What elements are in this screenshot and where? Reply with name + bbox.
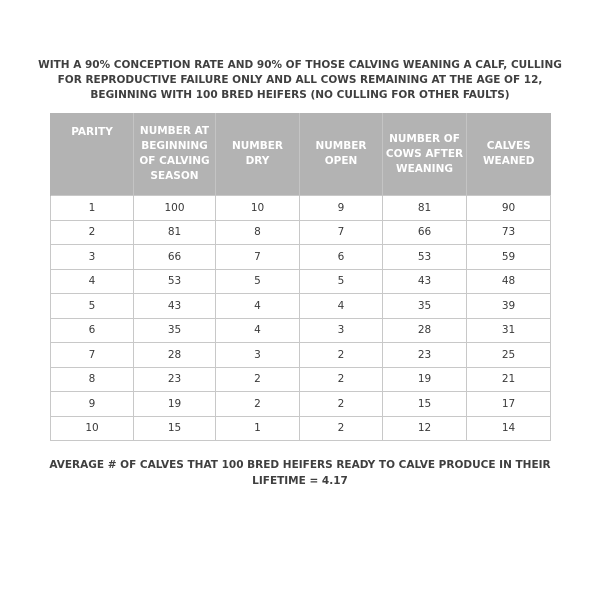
cell-calves-weaned: 17 xyxy=(467,392,551,417)
cell-calves-weaned: 48 xyxy=(467,269,551,294)
calving-table xyxy=(50,113,551,441)
cell-parity: 2 xyxy=(51,220,134,245)
cell-calves-weaned: 31 xyxy=(467,318,551,343)
cell-after-weaning: 43 xyxy=(383,269,467,294)
header-calves-weaned xyxy=(467,113,551,196)
lifetime-average-note xyxy=(30,457,570,489)
cell-after-weaning: 28 xyxy=(383,318,467,343)
cell-dry: 2 xyxy=(216,392,300,417)
cell-dry: 3 xyxy=(216,343,300,368)
table-row xyxy=(51,416,551,441)
cell-dry: 5 xyxy=(216,269,300,294)
footer-line-2: LIFETIME = 4.17 xyxy=(252,475,348,487)
table-row xyxy=(51,367,551,392)
header-line: SEASON xyxy=(150,170,199,182)
header-line: NUMBER xyxy=(315,140,367,152)
header-cows-after-weaning xyxy=(383,113,467,196)
cell-calves-weaned: 73 xyxy=(467,220,551,245)
cell-dry: 2 xyxy=(216,367,300,392)
header-number-dry xyxy=(216,113,300,196)
header-row xyxy=(51,113,551,196)
cell-open: 2 xyxy=(300,392,383,417)
header-line: WEANING xyxy=(396,162,453,175)
header-line: DRY xyxy=(245,155,270,167)
cell-calves-weaned: 14 xyxy=(467,416,551,441)
cell-beginning: 23 xyxy=(134,367,216,392)
header-number-at-beginning xyxy=(134,113,216,196)
cell-calves-weaned: 59 xyxy=(467,245,551,270)
cell-beginning: 35 xyxy=(134,318,216,343)
table-row xyxy=(51,392,551,417)
cell-dry: 4 xyxy=(216,294,300,319)
cell-parity: 6 xyxy=(51,318,134,343)
title-line-1: WITH A 90% CONCEPTION RATE AND 90% OF THOSE CALVING WEANING A CALF, CULLING xyxy=(38,59,562,71)
header-line: OF CALVING xyxy=(139,155,210,167)
cell-calves-weaned: 21 xyxy=(467,367,551,392)
cell-after-weaning: 23 xyxy=(383,343,467,368)
cell-calves-weaned: 90 xyxy=(467,196,551,221)
cell-beginning: 19 xyxy=(134,392,216,417)
cell-dry: 7 xyxy=(216,245,300,270)
cell-open: 7 xyxy=(300,220,383,245)
header-line: BEGINNING xyxy=(141,140,208,152)
cell-parity: 4 xyxy=(51,269,134,294)
table-title xyxy=(30,58,570,103)
table-row xyxy=(51,196,551,221)
cell-after-weaning: 12 xyxy=(383,416,467,441)
cell-open: 5 xyxy=(300,269,383,294)
cell-beginning: 66 xyxy=(134,245,216,270)
table-row xyxy=(51,269,551,294)
cell-open: 2 xyxy=(300,416,383,441)
cell-after-weaning: 35 xyxy=(383,294,467,319)
cell-open: 6 xyxy=(300,245,383,270)
header-line: OPEN xyxy=(324,155,358,167)
cell-after-weaning: 15 xyxy=(383,392,467,417)
header-line: NUMBER AT xyxy=(139,125,210,137)
cell-parity: 1 xyxy=(51,196,134,221)
table-row xyxy=(51,245,551,270)
cell-parity: 8 xyxy=(51,367,134,392)
cell-after-weaning: 19 xyxy=(383,367,467,392)
cell-dry: 1 xyxy=(216,416,300,441)
header-line: NUMBER xyxy=(231,140,284,152)
cell-after-weaning: 53 xyxy=(383,245,467,270)
cell-parity: 9 xyxy=(51,392,134,417)
cell-after-weaning: 81 xyxy=(383,196,467,221)
cell-calves-weaned: 25 xyxy=(467,343,551,368)
cell-open: 2 xyxy=(300,343,383,368)
header-line: WEANED xyxy=(482,155,535,167)
cell-beginning: 53 xyxy=(134,269,216,294)
cell-calves-weaned: 39 xyxy=(467,294,551,319)
cell-open: 4 xyxy=(300,294,383,319)
cell-dry: 4 xyxy=(216,318,300,343)
header-line: CALVES xyxy=(486,140,531,152)
cell-beginning: 100 xyxy=(134,196,216,221)
title-line-3: BEGINNING WITH 100 BRED HEIFERS (NO CULLING FOR OTHER FAULTS) xyxy=(90,89,510,101)
header-parity-line-1: PARITY xyxy=(71,126,113,138)
cell-beginning: 81 xyxy=(134,220,216,245)
table-row xyxy=(51,343,551,368)
cell-open: 3 xyxy=(300,318,383,343)
cell-dry: 8 xyxy=(216,220,300,245)
cell-parity: 10 xyxy=(51,416,134,441)
table-row xyxy=(51,220,551,245)
cell-open: 9 xyxy=(300,196,383,221)
table-row xyxy=(51,318,551,343)
cell-parity: 3 xyxy=(51,245,134,270)
cell-after-weaning: 66 xyxy=(383,220,467,245)
header-line: NUMBER OF xyxy=(389,132,460,145)
footer-line-1: AVERAGE # OF CALVES THAT 100 BRED HEIFERS READY TO CALVE PRODUCE IN THEIR xyxy=(49,459,551,471)
cell-beginning: 28 xyxy=(134,343,216,368)
cell-open: 2 xyxy=(300,367,383,392)
cell-parity: 5 xyxy=(51,294,134,319)
header-number-open xyxy=(300,113,383,196)
header-parity xyxy=(51,113,134,196)
table-row xyxy=(51,294,551,319)
cell-beginning: 15 xyxy=(134,416,216,441)
cell-beginning: 43 xyxy=(134,294,216,319)
title-line-2: FOR REPRODUCTIVE FAILURE ONLY AND ALL COWS REMAINING AT THE AGE OF 12, xyxy=(57,74,543,86)
header-line: COWS AFTER xyxy=(385,147,464,160)
cell-dry: 10 xyxy=(216,196,300,221)
cell-parity: 7 xyxy=(51,343,134,368)
